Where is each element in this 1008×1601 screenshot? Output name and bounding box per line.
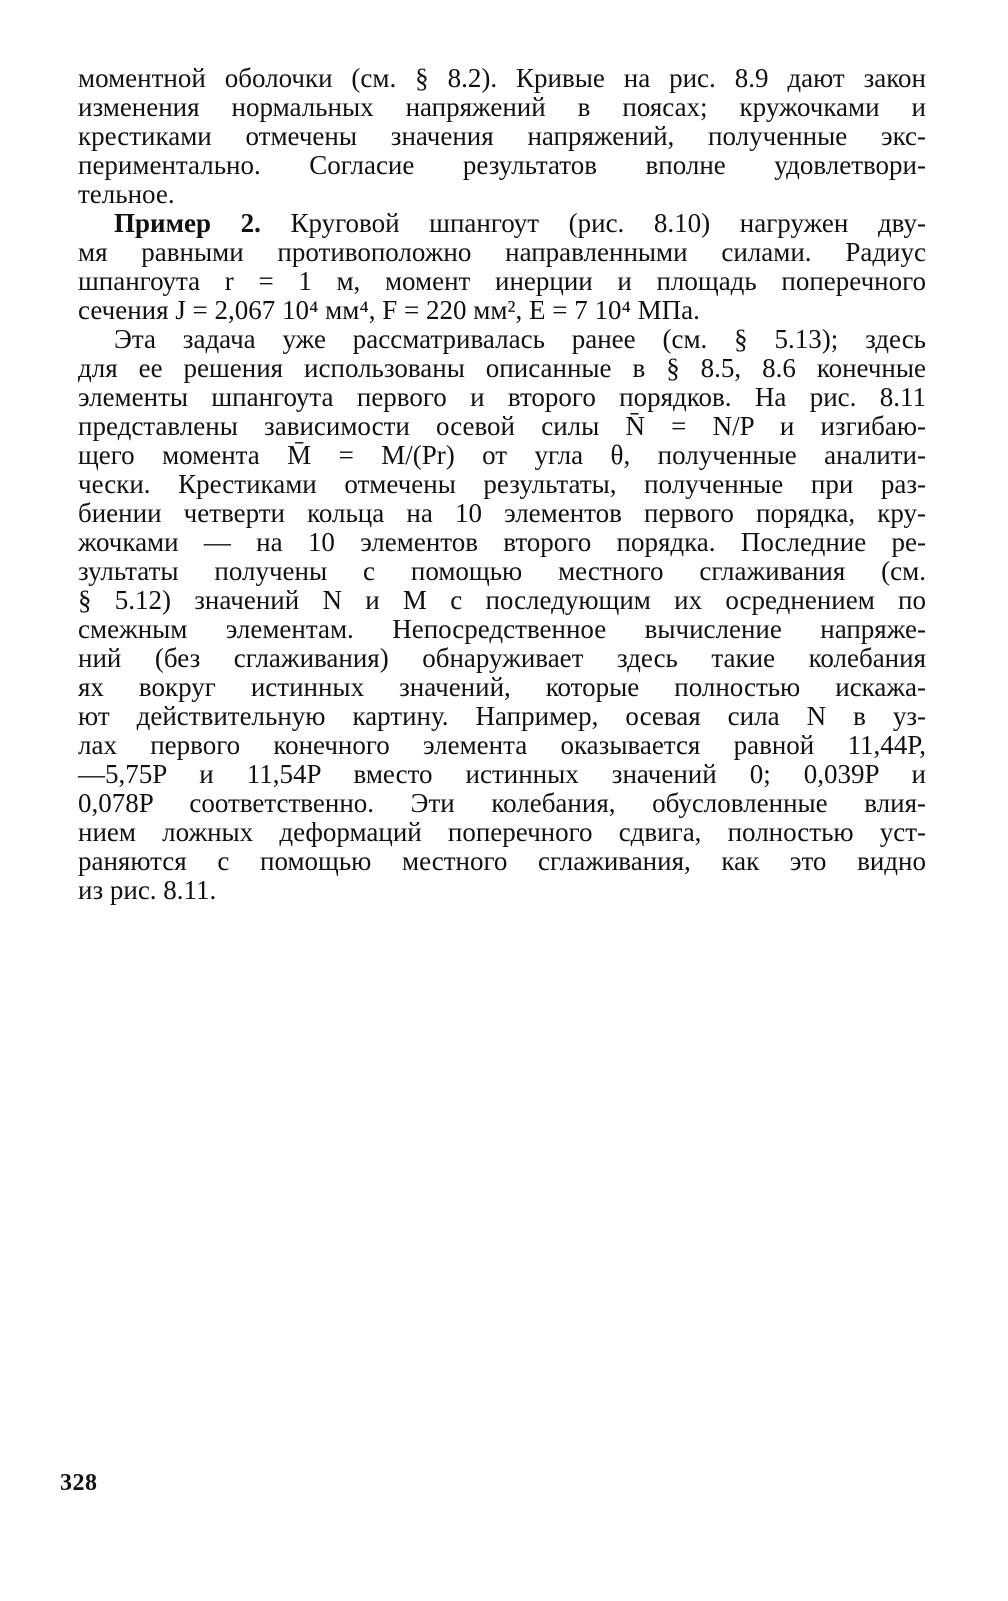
text-line: представлены зависимости осевой силы N̄ = N/P и изгибаю- [78,411,926,441]
text-line: для ее решения использованы описанные в § 8.5, 8.6 конечные [78,353,926,383]
text-line: Эта задача уже рассматривалась ранее (см. § 5.13); здесь [114,324,926,354]
paragraph [78,64,926,209]
text-line: —5,75P и 11,54P вместо истинных значений 0; 0,039P и [78,759,926,789]
text-line: тельное. [78,179,175,209]
text-line: периментально. Согласие результатов вполне удовлетвори- [78,150,926,180]
body-text [78,64,926,905]
text-line: моментной оболочки (см. § 8.2). Кривые на рис. 8.9 дают закон [78,63,926,93]
page-number: 328 [60,1470,98,1496]
text-line: зультаты получены с помощью местного сглаживания (см. [78,556,926,586]
text-line: шпангоута r = 1 м, момент инерции и площадь поперечного [78,266,926,296]
paragraph [78,325,926,905]
text-line: крестиками отмечены значения напряжений, полученные экс- [78,121,926,151]
paragraph-example [78,209,926,325]
text-line: ют действительную картину. Например, осевая сила N в уз- [78,701,926,731]
text-line: сечения J = 2,067 10⁴ мм⁴, F = 220 мм², E = 7 10⁴ МПа. [78,295,700,325]
text-line: 0,078P соответственно. Эти колебания, обусловленные влия- [78,788,926,818]
text-line: лах первого конечного элемента оказывается равной 11,44P, [78,730,926,760]
text-line: ний (без сглаживания) обнаруживает здесь такие колебания [78,643,926,673]
text-line: биении четверти кольца на 10 элементов первого порядка, кру- [78,498,926,528]
text-line: раняются с помощью местного сглаживания, как это видно [78,846,926,876]
text-line: мя равными противоположно направленными силами. Радиус [78,237,926,267]
text-line: элементы шпангоута первого и второго порядков. На рис. 8.11 [78,382,926,412]
text-line: § 5.12) значений N и M с последующим их осреднением по [78,585,926,615]
text-line: изменения нормальных напряжений в поясах; кружочками и [78,92,926,122]
text-line: жочками — на 10 элементов второго порядка. Последние ре- [78,527,926,557]
example-heading: Пример 2. [114,208,261,238]
text-line [78,209,926,238]
text-run: Круговой шпангоут (рис. 8.10) нагружен дву- [290,208,926,238]
text-line: нием ложных деформаций поперечного сдвига, полностью уст- [78,817,926,847]
text-line: щего момента M̄ = M/(Pr) от угла θ, полученные аналити- [78,440,926,470]
text-line: из рис. 8.11. [78,875,217,905]
text-line: чески. Крестиками отмечены результаты, полученные при раз- [78,469,926,499]
text-line: ях вокруг истинных значений, которые полностью искажа- [78,672,926,702]
text-line: смежным элементам. Непосредственное вычисление напряже- [78,614,926,644]
